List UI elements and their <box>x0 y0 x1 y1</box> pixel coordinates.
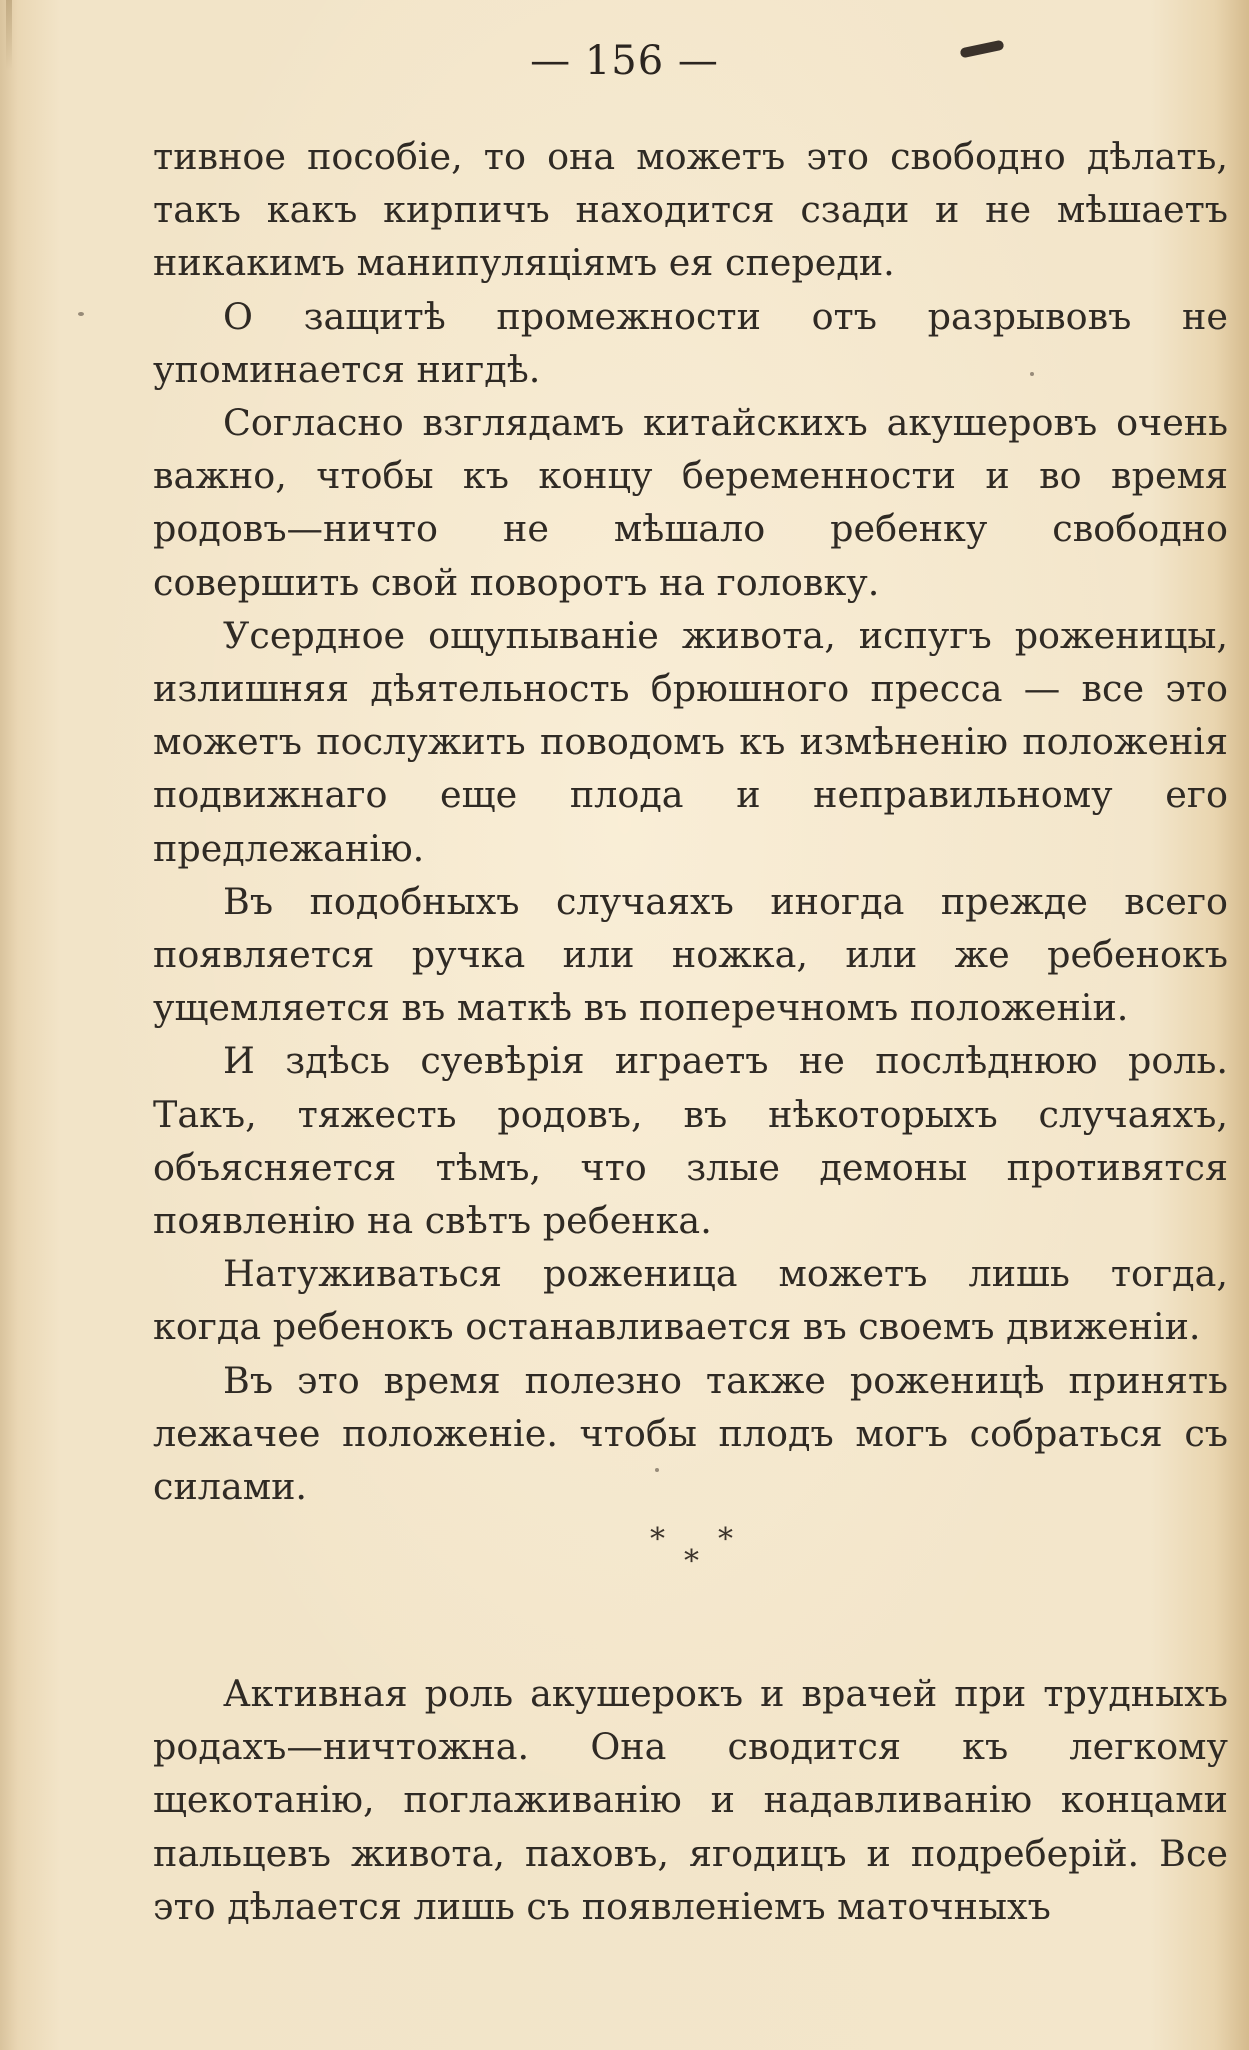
second-text-block <box>153 1667 1228 1933</box>
separator-star: * <box>650 1522 665 1557</box>
separator-star: * <box>684 1544 699 1579</box>
paragraph: Въ это время полезно также роженицѣ принять лежачее положеніе. чтобы плодъ могъ собраться съ силами. <box>153 1358 1228 1509</box>
paragraph: Активная роль акушерокъ и врачей при трудныхъ родахъ—ничтожна. Она сводится къ легкому щекотанію, поглаживанію и надавливанію концами пальцевъ живота, паховъ, ягодицъ и подреберій. Все это дѣлается лишь съ появленіемъ маточныхъ <box>153 1672 1228 1928</box>
section-separator <box>0 1522 1249 1582</box>
main-text-block <box>153 130 1228 1513</box>
speck-mark <box>78 312 84 316</box>
page-number: — 156 — <box>530 38 719 84</box>
paragraph: тивное пособіе, то она можетъ это свободно дѣлать, такъ какъ кирпичъ находится сзади и не мѣшаетъ никакимъ манипуляціямъ ея спереди. <box>153 135 1228 285</box>
paragraph: Согласно взглядамъ китайскихъ акушеровъ очень важно, чтобы къ концу беременности и во время родовъ—ничто не мѣшало ребенку свободно совершить свой поворотъ на головку. <box>153 401 1228 604</box>
paragraph: О защитѣ промежности отъ разрывовъ не упоминается нигдѣ. <box>153 294 1228 391</box>
paragraph: Натуживаться роженица можетъ лишь тогда, когда ребенокъ останавливается въ своемъ движеніи. <box>153 1252 1228 1349</box>
separator-star: * <box>718 1522 733 1557</box>
paragraph: Въ подобныхъ случаяхъ иногда прежде всего появляется ручка или ножка, или же ребенокъ ущемляется въ маткѣ въ поперечномъ положеніи. <box>153 879 1228 1030</box>
paragraph: Усердное ощупываніе живота, испугъ роженицы, излишняя дѣятельность брюшного пресса — все это можетъ послужить поводомъ къ измѣненію положенія подвижнаго еще плода и неправильному его предлежанію. <box>153 613 1228 870</box>
paragraph: И здѣсь суевѣрія играетъ не послѣднюю роль. Такъ, тяжесть родовъ, въ нѣкоторыхъ случаяхъ, объясняется тѣмъ, что злые демоны противятся появленію на свѣтъ ребенка. <box>153 1039 1228 1243</box>
